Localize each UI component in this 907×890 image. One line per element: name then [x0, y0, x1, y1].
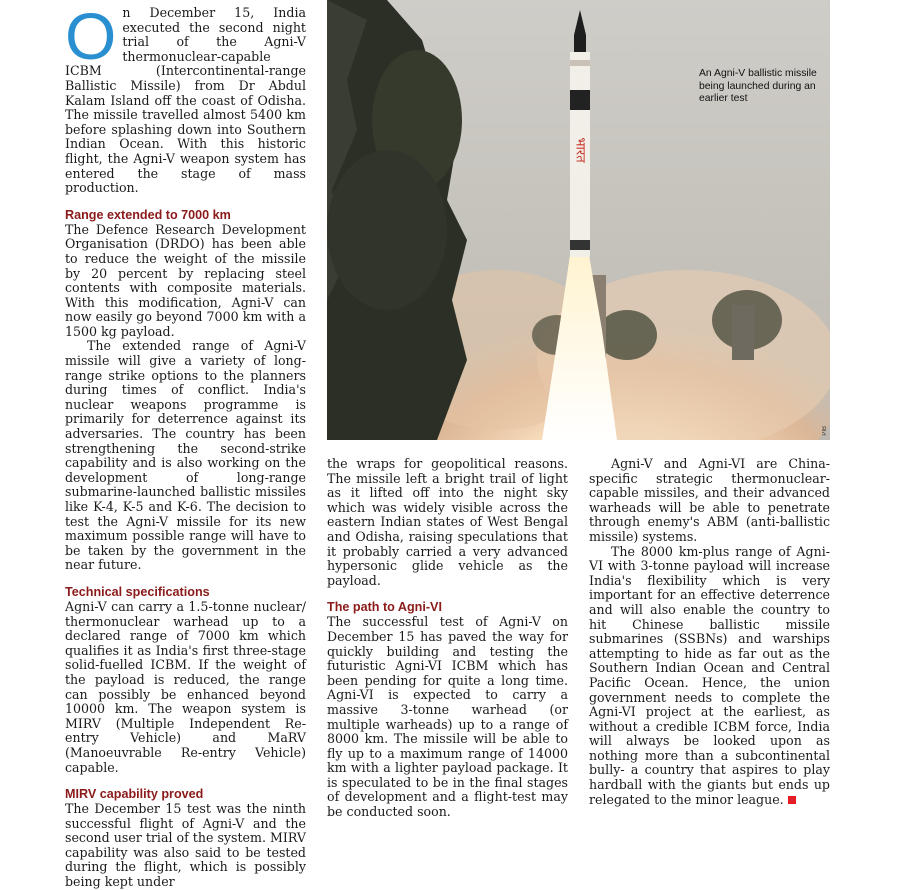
section-path	[327, 600, 568, 819]
path-paragraph-2: Agni-V and Agni-VI are China-specific strategic thermonuclear-capable missiles, and their advanced warheads will be able to penetrate through enemy's ABM (anti-ballistic missile) systems.	[589, 456, 830, 544]
missile-launch-illustration	[327, 0, 830, 440]
intro-text: n December 15, India executed the second night trial of the Agni-V thermonuclear-capable ICBM (Intercontinental-range Ballistic Missile) from Dr Abdul Kalam Island off the coast of Odisha. The missile travelled almost 5400 km before splashing down into Southern Indian Ocean. With this historic flight, the Agni-V weapon system has entered the stage of mass production.	[65, 5, 306, 196]
range-paragraph-2: The extended range of Agni-V missile will give a variety of long-range strike options to the planners during times of conflict. India's nuclear weapons programme is primarily for deterrence against its adversaries. The country has been strengthening the second-strike capability and is also working on the development of long-range submarine-launched ballistic missiles like K-4, K-5 and K-6. The decision to test the Agni-V missile for its new maximum possible range will have to be taken by the government in the near future.	[65, 338, 306, 573]
mirv-paragraph-1: The December 15 test was the ninth successful flight of Agni-V and the second user trial of the system. MIRV capability was also said to be tested during the flight, which is possibly being kept under	[65, 801, 306, 890]
missile-base-band	[570, 240, 590, 250]
article-column-3	[589, 457, 830, 807]
section-heading-range: Range extended to 7000 km	[65, 207, 231, 222]
specs-paragraph-1: Agni-V can carry a 1.5-tonne nuclear/ thermonuclear warhead up to a declared range of 7000 km which qualifies it as India's first three-stage solid-fuelled ICBM. If the weight of the payload is reduced, the range can possibly be enhanced beyond 10000 km. The weapon system is MIRV (Multiple Independent Re-entry Vehicle) and MaRV (Manoeuvrable Re-entry Vehicle) capable.	[65, 598, 306, 775]
section-mirv	[65, 787, 306, 890]
path-paragraph-3-text: The 8000 km-plus range of Agni-VI with 3-tonne payload will increase India's flexibility which is very important for an effective deterrence and will also enable the country to hit Chinese ballistic missile submarines (SSBNs) and warships attempting to hide as far out as the Southern Indian Ocean and Central Pacific Ocean. Hence, the union government needs to complete the Agni-VI project at the earliest, as without a credible ICBM force, India will always be looked upon as nothing more than a subcontinental bully- a country that aspires to play hardball with the giants but ends up relegated to the minor league.	[589, 543, 830, 807]
intro-paragraph	[65, 0, 306, 196]
section-range	[65, 208, 306, 573]
section-specs	[65, 585, 306, 775]
missile-band	[570, 90, 590, 110]
section-heading-path: The path to Agni-VI	[327, 600, 442, 615]
section-heading-specs: Technical specifications	[65, 584, 210, 599]
mirv-paragraph-1-continued: the wraps for geopolitical reasons. The missile left a bright trail of light as it lifted off into the night sky which was widely visible across the eastern Indian states of West Bengal and Odisha, raising speculations that it probably carried a very advanced hypersonic glide vehicle as the payload.	[327, 456, 568, 588]
missile-launch-photo	[327, 0, 830, 440]
distant-structure	[732, 305, 754, 360]
article-column-2	[327, 457, 568, 820]
missile-marking: भारत	[572, 137, 588, 163]
range-paragraph-1: The Defence Research Development Organisation (DRDO) has been able to reduce the weight of the missile by 20 percent by replacing steel contents with composite materials. With this modification, Agni-V can now easily go beyond 7000 km with a 1500 kg payload.	[65, 221, 306, 339]
path-paragraph-1: The successful test of Agni-V on December 15 has paved the way for quickly building and testing the futuristic Agni-VI ICBM which has been pending for quite a long time. Agni-VI is expected to carry a massive 3-tonne warhead (or multiple warheads) up to a range of 8000 km. The missile will be able to fly up to a maximum range of 14000 km with a lighter payload package. It is speculated to be in the final stages of development and a flight-test may be conducted soon.	[327, 614, 568, 820]
photo-caption: An Agni-V ballistic missile being launched during an earlier test	[699, 68, 817, 105]
section-heading-mirv: MIRV capability proved	[65, 787, 204, 802]
photo-credit: PIB	[822, 426, 828, 436]
drop-cap: O	[65, 0, 117, 73]
path-paragraph-3	[589, 545, 830, 808]
end-of-article-mark	[788, 796, 796, 804]
article-column-1	[65, 0, 306, 890]
